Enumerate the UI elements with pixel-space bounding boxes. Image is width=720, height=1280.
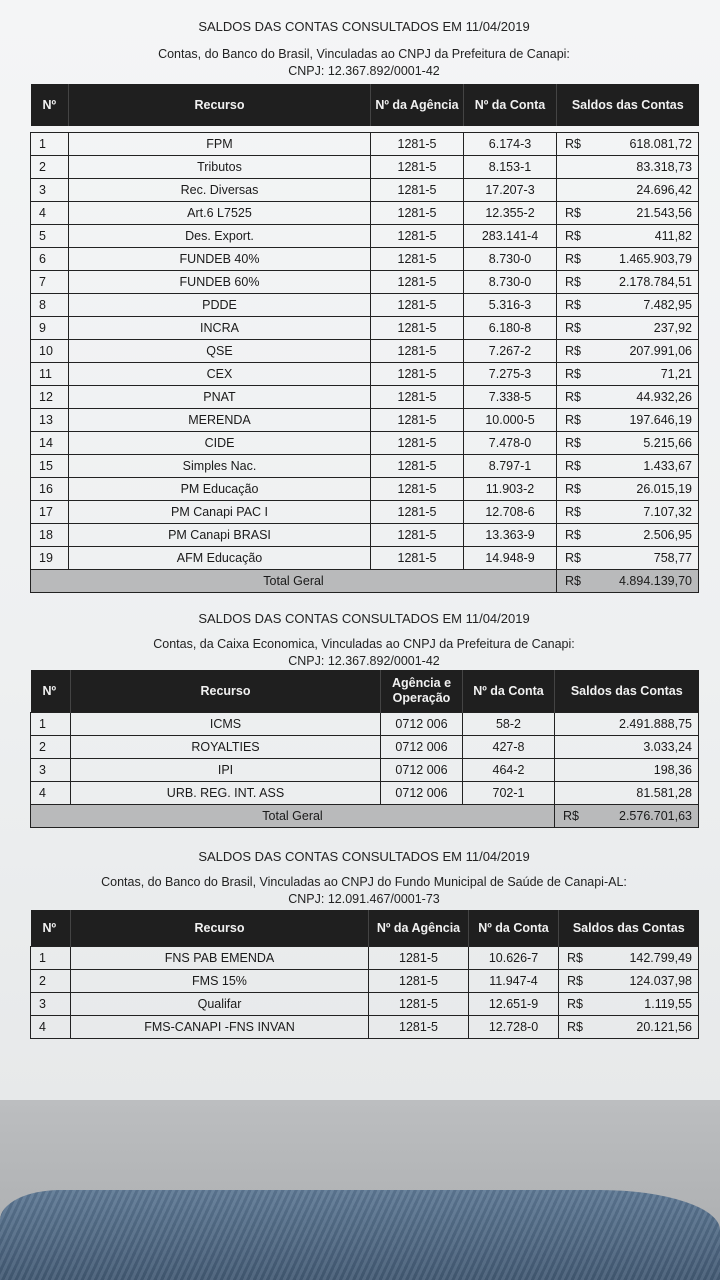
row-agencia: 1281-5 xyxy=(371,547,464,570)
row-recurso: CEX xyxy=(69,363,371,386)
table-row xyxy=(31,386,699,409)
header-saldo: Saldos das Contas xyxy=(555,670,699,713)
row-recurso: ROYALTIES xyxy=(71,736,381,759)
row-agencia: 0712 006 xyxy=(381,736,463,759)
section-cnpj: CNPJ: 12.091.467/0001-73 xyxy=(288,892,440,906)
row-saldo: 83.318,73 xyxy=(636,160,692,174)
row-saldo-cell xyxy=(555,782,699,805)
row-conta: 12.651-9 xyxy=(469,993,559,1016)
row-agencia: 0712 006 xyxy=(381,782,463,805)
table-row xyxy=(31,782,699,805)
row-number: 7 xyxy=(31,271,69,294)
currency-label: R$ xyxy=(563,809,579,823)
row-saldo: 198,36 xyxy=(653,763,692,777)
row-saldo-cell xyxy=(557,133,699,156)
row-recurso: FMS 15% xyxy=(71,970,369,993)
currency-label: R$ xyxy=(565,137,581,151)
currency-label: R$ xyxy=(565,482,581,496)
header-numero: Nº xyxy=(31,910,71,947)
row-saldo: 20.121,56 xyxy=(636,1020,692,1034)
row-number: 12 xyxy=(31,386,69,409)
row-conta: 10.000-5 xyxy=(464,409,557,432)
table-row xyxy=(31,524,699,547)
row-saldo: 1.465.903,79 xyxy=(619,252,692,266)
row-number: 19 xyxy=(31,547,69,570)
table-row xyxy=(31,478,699,501)
row-saldo: 758,77 xyxy=(653,551,692,565)
row-saldo-cell xyxy=(557,294,699,317)
row-agencia: 0712 006 xyxy=(381,759,463,782)
row-saldo-cell xyxy=(559,1016,699,1039)
table-row xyxy=(31,736,699,759)
row-agencia: 1281-5 xyxy=(369,993,469,1016)
header-conta: Nº da Conta xyxy=(469,910,559,947)
table-row xyxy=(31,317,699,340)
row-number: 17 xyxy=(31,501,69,524)
row-saldo-cell xyxy=(557,225,699,248)
row-conta: 12.708-6 xyxy=(464,501,557,524)
row-saldo: 2.491.888,75 xyxy=(619,717,692,731)
table-row xyxy=(31,248,699,271)
row-agencia: 1281-5 xyxy=(371,386,464,409)
row-recurso: PM Canapi PAC I xyxy=(69,501,371,524)
row-number: 1 xyxy=(31,947,71,970)
row-saldo-cell xyxy=(557,478,699,501)
row-saldo: 21.543,56 xyxy=(636,206,692,220)
row-saldo: 7.107,32 xyxy=(643,505,692,519)
row-recurso: PM Educação xyxy=(69,478,371,501)
currency-label: R$ xyxy=(567,1020,583,1034)
row-saldo-cell xyxy=(557,202,699,225)
table-row xyxy=(31,993,699,1016)
row-number: 3 xyxy=(31,993,71,1016)
row-number: 18 xyxy=(31,524,69,547)
row-saldo: 237,92 xyxy=(653,321,692,335)
row-saldo: 3.033,24 xyxy=(643,740,692,754)
row-recurso: INCRA xyxy=(69,317,371,340)
row-recurso: IPI xyxy=(71,759,381,782)
row-saldo-cell xyxy=(557,409,699,432)
row-agencia: 1281-5 xyxy=(371,179,464,202)
total-row xyxy=(31,570,699,593)
row-saldo-cell xyxy=(557,156,699,179)
header-conta: Nº da Conta xyxy=(463,670,555,713)
row-agencia: 1281-5 xyxy=(371,432,464,455)
currency-label: R$ xyxy=(565,459,581,473)
table-header-row xyxy=(31,910,699,947)
row-saldo: 207.991,06 xyxy=(629,344,692,358)
header-agencia: Nº da Agência xyxy=(369,910,469,947)
table-row xyxy=(31,133,699,156)
section-subtitle: Contas, do Banco do Brasil, Vinculadas ao CNPJ do Fundo Municipal de Saúde de Canapi-AL: xyxy=(101,875,627,889)
table-row xyxy=(31,970,699,993)
table-row xyxy=(31,294,699,317)
row-saldo: 44.932,26 xyxy=(636,390,692,404)
row-saldo-cell xyxy=(557,501,699,524)
row-conta: 17.207-3 xyxy=(464,179,557,202)
accounts-table xyxy=(30,84,699,593)
table-row xyxy=(31,501,699,524)
header-saldo: Saldos das Contas xyxy=(559,910,699,947)
row-agencia: 1281-5 xyxy=(371,340,464,363)
currency-label: R$ xyxy=(565,551,581,565)
row-recurso: PDDE xyxy=(69,294,371,317)
row-saldo: 411,82 xyxy=(654,229,692,243)
row-agencia: 1281-5 xyxy=(371,156,464,179)
row-recurso: Simples Nac. xyxy=(69,455,371,478)
total-row xyxy=(31,805,699,828)
currency-label: R$ xyxy=(567,997,583,1011)
row-agencia: 1281-5 xyxy=(371,409,464,432)
table-row xyxy=(31,225,699,248)
row-recurso: FMS-CANAPI -FNS INVAN xyxy=(71,1016,369,1039)
row-agencia: 1281-5 xyxy=(371,133,464,156)
row-saldo-cell xyxy=(557,271,699,294)
row-saldo: 197.646,19 xyxy=(629,413,692,427)
row-number: 1 xyxy=(31,133,69,156)
row-saldo: 7.482,95 xyxy=(643,298,692,312)
row-agencia: 1281-5 xyxy=(371,524,464,547)
table-row xyxy=(31,179,699,202)
row-saldo-cell xyxy=(557,386,699,409)
header-recurso: Recurso xyxy=(71,670,381,713)
row-agencia: 1281-5 xyxy=(371,363,464,386)
currency-label: R$ xyxy=(565,574,581,588)
row-recurso: URB. REG. INT. ASS xyxy=(71,782,381,805)
row-recurso: Art.6 L7525 xyxy=(69,202,371,225)
table-row xyxy=(31,363,699,386)
row-number: 3 xyxy=(31,179,69,202)
row-saldo: 26.015,19 xyxy=(636,482,692,496)
table-row xyxy=(31,455,699,478)
header-numero: Nº xyxy=(31,84,69,126)
header-recurso: Recurso xyxy=(69,84,371,126)
table-header-row xyxy=(31,670,699,713)
row-conta: 702-1 xyxy=(463,782,555,805)
row-conta: 427-8 xyxy=(463,736,555,759)
row-number: 13 xyxy=(31,409,69,432)
section-cnpj: CNPJ: 12.367.892/0001-42 xyxy=(288,64,440,78)
currency-label: R$ xyxy=(565,275,581,289)
currency-label: R$ xyxy=(565,436,581,450)
row-number: 2 xyxy=(31,736,71,759)
row-number: 11 xyxy=(31,363,69,386)
row-saldo: 2.178.784,51 xyxy=(619,275,692,289)
header-recurso: Recurso xyxy=(71,910,369,947)
total-value: 4.894.139,70 xyxy=(619,574,692,588)
row-saldo-cell xyxy=(557,179,699,202)
row-saldo: 5.215,66 xyxy=(643,436,692,450)
row-recurso: CIDE xyxy=(69,432,371,455)
row-saldo-cell xyxy=(557,340,699,363)
row-recurso: MERENDA xyxy=(69,409,371,432)
row-saldo: 2.506,95 xyxy=(643,528,692,542)
row-conta: 10.626-7 xyxy=(469,947,559,970)
row-saldo: 124.037,98 xyxy=(629,974,692,988)
row-saldo: 24.696,42 xyxy=(636,183,692,197)
table-row xyxy=(31,340,699,363)
row-saldo-cell xyxy=(555,736,699,759)
row-recurso: FUNDEB 40% xyxy=(69,248,371,271)
total-value-cell xyxy=(557,570,699,593)
row-saldo-cell xyxy=(557,432,699,455)
row-conta: 7.267-2 xyxy=(464,340,557,363)
row-recurso: FUNDEB 60% xyxy=(69,271,371,294)
fabric-background xyxy=(0,1190,720,1280)
currency-label: R$ xyxy=(565,252,581,266)
total-value: 2.576.701,63 xyxy=(619,809,692,823)
row-saldo-cell xyxy=(559,970,699,993)
section-title: SALDOS DAS CONTAS CONSULTADOS EM 11/04/2019 xyxy=(198,19,530,34)
table-row xyxy=(31,1016,699,1039)
currency-label: R$ xyxy=(565,367,581,381)
row-recurso: Qualifar xyxy=(71,993,369,1016)
section-subtitle: Contas, da Caixa Economica, Vinculadas ao CNPJ da Prefeitura de Canapi: xyxy=(153,637,575,651)
row-saldo: 1.119,55 xyxy=(644,997,692,1011)
row-agencia: 1281-5 xyxy=(371,271,464,294)
row-conta: 8.730-0 xyxy=(464,271,557,294)
currency-label: R$ xyxy=(565,229,581,243)
row-saldo: 81.581,28 xyxy=(636,786,692,800)
row-conta: 13.363-9 xyxy=(464,524,557,547)
row-conta: 12.355-2 xyxy=(464,202,557,225)
table-row xyxy=(31,547,699,570)
header-conta: Nº da Conta xyxy=(464,84,557,126)
row-agencia: 1281-5 xyxy=(371,455,464,478)
accounts-table xyxy=(30,910,699,1039)
row-agencia: 1281-5 xyxy=(371,294,464,317)
table-row xyxy=(31,432,699,455)
row-conta: 58-2 xyxy=(463,713,555,736)
row-conta: 7.275-3 xyxy=(464,363,557,386)
header-agencia-operacao: Agência e Operação xyxy=(381,670,463,713)
row-recurso: FPM xyxy=(69,133,371,156)
table-row xyxy=(31,271,699,294)
row-recurso: Rec. Diversas xyxy=(69,179,371,202)
currency-label: R$ xyxy=(565,413,581,427)
section-caixa-prefeitura xyxy=(30,610,698,828)
section-banco-brasil-saude xyxy=(30,848,698,1039)
row-conta: 14.948-9 xyxy=(464,547,557,570)
row-recurso: QSE xyxy=(69,340,371,363)
currency-label: R$ xyxy=(565,344,581,358)
currency-label: R$ xyxy=(565,505,581,519)
row-number: 6 xyxy=(31,248,69,271)
row-agencia: 1281-5 xyxy=(371,317,464,340)
currency-label: R$ xyxy=(567,951,583,965)
table-body xyxy=(31,947,699,1039)
header-agencia: Nº da Agência xyxy=(371,84,464,126)
row-agencia: 0712 006 xyxy=(381,713,463,736)
row-number: 2 xyxy=(31,970,71,993)
table-row xyxy=(31,202,699,225)
row-number: 4 xyxy=(31,1016,71,1039)
section-subtitle: Contas, do Banco do Brasil, Vinculadas ao CNPJ da Prefeitura de Canapi: xyxy=(158,47,570,61)
row-number: 4 xyxy=(31,202,69,225)
row-number: 4 xyxy=(31,782,71,805)
row-conta: 6.180-8 xyxy=(464,317,557,340)
row-conta: 5.316-3 xyxy=(464,294,557,317)
row-agencia: 1281-5 xyxy=(369,947,469,970)
row-recurso: Tributos xyxy=(69,156,371,179)
row-agencia: 1281-5 xyxy=(369,970,469,993)
row-saldo-cell xyxy=(555,713,699,736)
row-recurso: Des. Export. xyxy=(69,225,371,248)
row-number: 1 xyxy=(31,713,71,736)
row-conta: 6.174-3 xyxy=(464,133,557,156)
row-agencia: 1281-5 xyxy=(371,202,464,225)
row-saldo-cell xyxy=(555,759,699,782)
row-saldo: 1.433,67 xyxy=(643,459,692,473)
row-agencia: 1281-5 xyxy=(369,1016,469,1039)
row-conta: 7.478-0 xyxy=(464,432,557,455)
row-conta: 464-2 xyxy=(463,759,555,782)
row-conta: 11.903-2 xyxy=(464,478,557,501)
row-number: 5 xyxy=(31,225,69,248)
row-saldo: 618.081,72 xyxy=(629,137,692,151)
row-saldo-cell xyxy=(557,363,699,386)
row-number: 3 xyxy=(31,759,71,782)
total-label: Total Geral xyxy=(31,570,557,593)
row-agencia: 1281-5 xyxy=(371,478,464,501)
row-recurso: ICMS xyxy=(71,713,381,736)
row-conta: 8.153-1 xyxy=(464,156,557,179)
table-row xyxy=(31,947,699,970)
currency-label: R$ xyxy=(565,528,581,542)
header-saldo: Saldos das Contas xyxy=(557,84,699,126)
row-saldo: 142.799,49 xyxy=(629,951,692,965)
section-cnpj: CNPJ: 12.367.892/0001-42 xyxy=(288,654,440,668)
row-conta: 12.728-0 xyxy=(469,1016,559,1039)
table-row xyxy=(31,409,699,432)
row-saldo-cell xyxy=(559,993,699,1016)
row-conta: 8.730-0 xyxy=(464,248,557,271)
row-saldo-cell xyxy=(557,317,699,340)
section-title: SALDOS DAS CONTAS CONSULTADOS EM 11/04/2019 xyxy=(198,849,530,864)
section-title: SALDOS DAS CONTAS CONSULTADOS EM 11/04/2019 xyxy=(198,611,530,626)
table-row xyxy=(31,759,699,782)
row-conta: 11.947-4 xyxy=(469,970,559,993)
row-agencia: 1281-5 xyxy=(371,501,464,524)
table-body xyxy=(31,126,699,570)
row-conta: 8.797-1 xyxy=(464,455,557,478)
row-saldo-cell xyxy=(559,947,699,970)
row-recurso: AFM Educação xyxy=(69,547,371,570)
section-banco-brasil-prefeitura xyxy=(30,18,698,593)
table-body xyxy=(31,713,699,805)
row-number: 9 xyxy=(31,317,69,340)
row-number: 14 xyxy=(31,432,69,455)
currency-label: R$ xyxy=(565,298,581,312)
row-conta: 283.141-4 xyxy=(464,225,557,248)
currency-label: R$ xyxy=(565,206,581,220)
table-row xyxy=(31,713,699,736)
row-number: 15 xyxy=(31,455,69,478)
row-number: 16 xyxy=(31,478,69,501)
row-saldo: 71,21 xyxy=(660,367,692,381)
total-label: Total Geral xyxy=(31,805,555,828)
row-saldo-cell xyxy=(557,524,699,547)
currency-label: R$ xyxy=(565,321,581,335)
row-number: 2 xyxy=(31,156,69,179)
total-value-cell xyxy=(555,805,699,828)
row-agencia: 1281-5 xyxy=(371,248,464,271)
table-header-row xyxy=(31,84,699,126)
row-saldo-cell xyxy=(557,547,699,570)
row-saldo-cell xyxy=(557,455,699,478)
header-numero: Nº xyxy=(31,670,71,713)
row-number: 8 xyxy=(31,294,69,317)
row-recurso: PM Canapi BRASI xyxy=(69,524,371,547)
row-number: 10 xyxy=(31,340,69,363)
table-row xyxy=(31,156,699,179)
row-recurso: PNAT xyxy=(69,386,371,409)
row-recurso: FNS PAB EMENDA xyxy=(71,947,369,970)
row-agencia: 1281-5 xyxy=(371,225,464,248)
currency-label: R$ xyxy=(565,390,581,404)
row-saldo-cell xyxy=(557,248,699,271)
currency-label: R$ xyxy=(567,974,583,988)
accounts-table xyxy=(30,670,699,828)
row-conta: 7.338-5 xyxy=(464,386,557,409)
